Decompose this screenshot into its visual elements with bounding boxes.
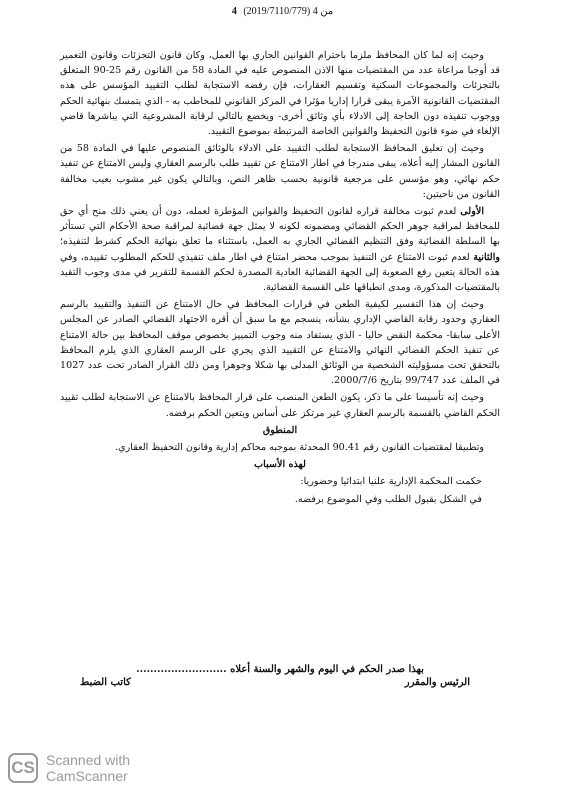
- first-point-lead: لعدم ثبوت مخالفة: [382, 206, 457, 218]
- camscanner-logo-icon: CS: [8, 753, 38, 783]
- watermark-line1: Scanned with: [46, 752, 131, 768]
- paragraph: وحيث إنه تأسيسا على ما ذكر، يكون الطعن المنصب على قرار المحافظ بالامتناع عن الاستجابة لطلب تقييد الحكم القاضي بالقسمة بالرسم العقاري غير مرتكز على أساس ويتعين الحكم برفضه.: [60, 392, 500, 419]
- first-point-label: الأولى: [460, 206, 484, 218]
- president-label: الرئيس والمقرر: [404, 677, 470, 688]
- watermark-line2: CamScanner: [46, 768, 128, 784]
- case-reference: (2019/7110/779): [243, 6, 311, 17]
- paragraph: وحيث إن هذا التفسير لكيفية الطعن في قرارات المحافظ في حال الامتناع عن التنفيذ والتقييد بالرسم العقاري وحدود رقابة القاضي الإداري بشأنه، ينسجم مع ما سبق أن أقره الاجتهاد القضائي الصادر عن المجلس الأعلى سابقا- محكمة النقض حاليا - الذي يستفاد منه وجوب التمييز بخصوص موقف المحافظ بين حالة الامتناع عن تنفيذ الحكم القضائي النهائي والامتناع عن التقييد الذي يجري على الرسم العقاري الذي يلزم المحافظ بالتحقق تحت مسؤوليته الشخصية من الوثائق المدلى بها شكلا وجوهرا ومن ذلك القرار الصادر تحت عدد 1027 في الملف عدد 99/747 بتاريخ 2000/7/6.: [60, 299, 500, 387]
- clerk-label: كاتب الضبط: [80, 677, 131, 688]
- operative-heading: المنطوق: [262, 424, 298, 436]
- reasons-heading: لهذه الأسباب: [254, 459, 306, 471]
- operative-text: وتطبيقا لمقتضيات القانون رقم 90.41 المحدثة بموجبه محاكم إدارية وقانون التحفيظ العقاري.: [115, 442, 484, 454]
- first-point-text: قراره لقانون التحفيظ والقوانين المؤطرة لعمله، دون أن يعني ذلك منح أي حق للمحافظ لمراقبة جوهر الحكم القضائي ومضمونه لكونه لا يمثل جهة قضائية لمراقبة صحة الأحكام التي تستأثر بها السلطة القضائية وفق التنظيم القضائي الجاري به العمل، باستثناء ما تعلق بنهائية الحكم كشرط لتنفيذه؛: [60, 206, 500, 248]
- page-number: 4: [231, 6, 237, 17]
- second-point-label: والثانية: [473, 251, 500, 263]
- issued-line: بهذا صدر الحكم في اليوم والشهر والسنة أعلاه ..........................: [136, 664, 424, 675]
- paragraph: وحيث إن تعليق المحافظ الاستجابة لطلب التقييد على الادلاء بالوثائق المنصوص عليها في المادة 58 من القانون المشار إليه أعلاه، يبقى مندرجا في اطار الامتناع عن تقييد طلب بالرسم العقاري وليس الامتناع عن تنفيذ حكم نهائي، وهو مؤسس على مرجعية قانونية بحسب ظاهر النص، وبالتالي يكون غير مشوب بعيب مخالفة القانون من ناحيتين:: [60, 143, 500, 200]
- paragraph: [60, 204, 500, 295]
- paragraph: وحيث إنه لما كان المحافظ ملزما باحترام القوانين الجاري بها العمل، وكان قانون التجزئات وقانون التعمير قد أوجبا مراعاة عدد من المقتضيات منها الاذن المنصوص عليه في المادة 58 من القانون رقم 25-90 المتعلق بالتجزئات والمجموعات السكنية وتقسيم العقارات، فإن رفضه الاستجابة لطلب التقييد المؤسس على هذه المقتضيات القانونية الآمرة يبقى قرارا إداريا مؤثرا في المركز القانوني للمخاطب به - الذي يتمسك بنهائية الحكم ووجوب تنفيذه دون الحاجة إلى الادلاء بأي وثائق أخرى- ويخضع بالتالي لرقابة المشروعية التي يباشرها قاضي الإلغاء في ضوء قانون التحفيظ والقوانين الخاصة المرتبطة بموضوع التقييد.: [60, 50, 501, 138]
- ruling-text: في الشكل بقبول الطلب وفي الموضوع برفضه.: [294, 493, 482, 505]
- ruling-intro: حكمت المحكمة الإدارية علنيا ابتدائيا وحضوريا:: [300, 476, 482, 488]
- document-body: [60, 48, 500, 509]
- page-of: من 4: [312, 6, 334, 17]
- page-header: [0, 6, 565, 17]
- second-point-text: لعدم ثبوت الامتناع عن التنفيذ بموجب محضر امتناع في اطار ملف تنفيذي للحكم المطلوب تقييده، وفي هذه الحالة يتعين رفع الصعوبة إلى الجهة القضائية العادية المصدرة لحكم القسمة للتقرير في مدى وجوب التقيد بالمقتضيات المذكورة، ومدى انطباقها على القسمة القضائية.: [60, 251, 500, 294]
- signature-block: [60, 664, 500, 688]
- camscanner-watermark: [8, 752, 130, 784]
